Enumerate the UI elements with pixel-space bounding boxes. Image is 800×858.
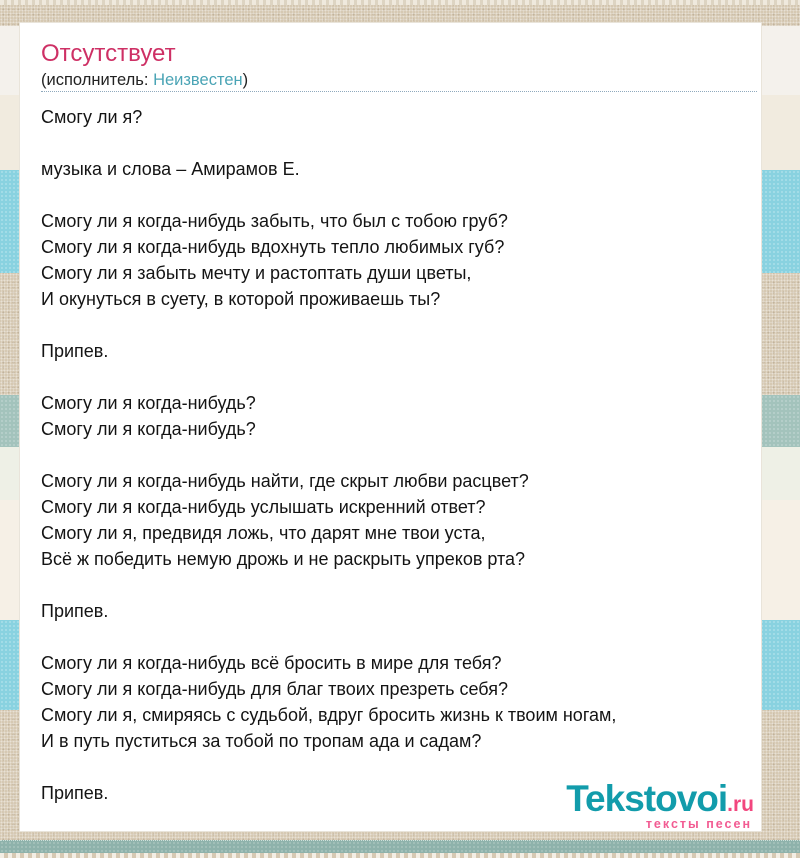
lyrics-line: И окунуться в суету, в которой проживаешь ты? — [41, 289, 441, 309]
lyrics-line: Припев. — [41, 783, 109, 803]
lyrics-line — [41, 624, 761, 650]
artist-line-suffix: ) — [242, 71, 249, 89]
lyrics-line — [41, 364, 761, 390]
lyrics-line: И в путь пуститься за тобой по тропам ада и садам? — [41, 731, 482, 751]
lyrics-text — [41, 104, 761, 806]
lyrics-line: Припев. — [41, 601, 109, 621]
lyrics-line: Смогу ли я? — [41, 107, 143, 127]
page-title: Отсутствует — [41, 40, 176, 67]
lyrics-line — [41, 130, 761, 156]
lyrics-line: Смогу ли я когда-нибудь найти, где скрыт любви расцвет? — [41, 471, 529, 491]
lyrics-line: Смогу ли я забыть мечту и растоптать души цветы, — [41, 263, 472, 283]
lyrics-line: Смогу ли я когда-нибудь для благ твоих презреть себя? — [41, 679, 508, 699]
artist-line — [41, 69, 757, 91]
logo-wordmark[interactable]: Tekstovoi — [566, 777, 728, 819]
logo-tld[interactable]: .ru — [727, 792, 754, 816]
lyrics-line: Смогу ли я когда-нибудь всё бросить в мире для тебя? — [41, 653, 502, 673]
lyrics-line: Смогу ли я, предвидя ложь, что дарят мне твои уста, — [41, 523, 486, 543]
lyrics-line: Смогу ли я когда-нибудь? — [41, 419, 256, 439]
lyrics-line — [41, 442, 761, 468]
bottom-dotted-edge — [0, 853, 800, 858]
page-header — [41, 39, 757, 92]
lyrics-line: Смогу ли я когда-нибудь забыть, что был с тобою груб? — [41, 211, 508, 231]
lyrics-line: Смогу ли я когда-нибудь услышать искренний ответ? — [41, 497, 486, 517]
lyrics-line: Смогу ли я когда-нибудь? — [41, 393, 256, 413]
lyrics-line: Смогу ли я когда-нибудь вдохнуть тепло любимых губ? — [41, 237, 505, 257]
lyrics-line — [41, 754, 761, 780]
lyrics-line: музыка и слова – Амирамов Е. — [41, 159, 300, 179]
artist-line-prefix: (исполнитель: — [41, 71, 154, 89]
lyrics-line: Смогу ли я, смиряясь с судьбой, вдруг бросить жизнь к твоим ногам, — [41, 705, 617, 725]
lyrics-line: Всё ж победить немую дрожь и не раскрыть упреков рта? — [41, 549, 526, 569]
logo-tagline: тексты песен — [645, 816, 752, 831]
bottom-band — [0, 840, 800, 854]
lyrics-line — [41, 312, 761, 338]
site-logo[interactable] — [566, 777, 754, 831]
lyrics-line — [41, 182, 761, 208]
lyrics-line: Припев. — [41, 341, 109, 361]
lyrics-card — [19, 22, 762, 832]
artist-link[interactable]: Неизвестен — [153, 71, 243, 89]
lyrics-line — [41, 572, 761, 598]
